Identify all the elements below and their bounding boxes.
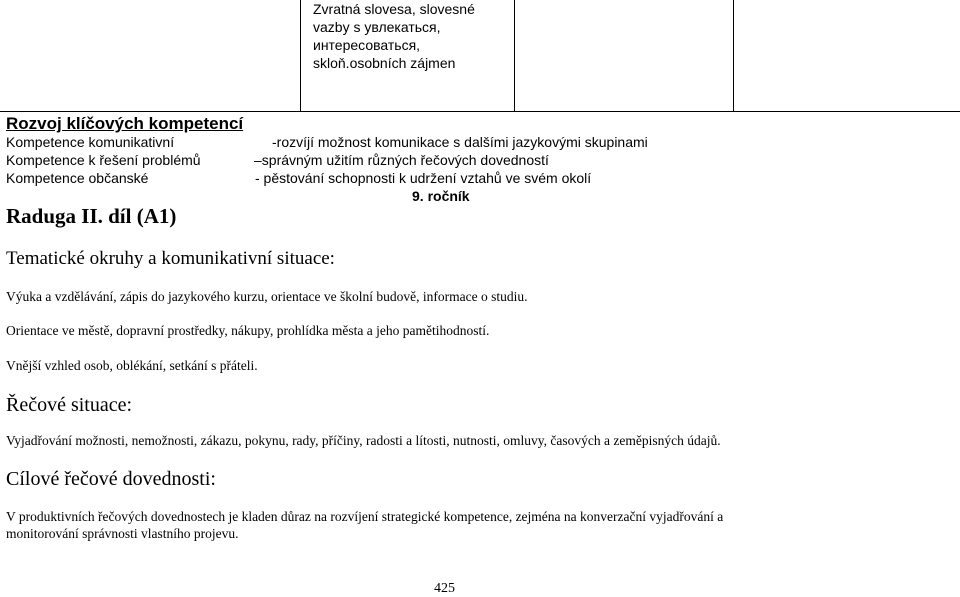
cell-line: vazby s увлекаться, (313, 19, 441, 35)
topics-heading: Tematické okruhy a komunikativní situace: (6, 248, 335, 269)
cell-line: skloň.osobních zájmen (313, 55, 456, 71)
competence-name: Kompetence k řešení problémů (6, 152, 201, 168)
competence-desc: - pěstování schopnosti k udržení vztahů ve svém okolí (255, 170, 592, 186)
cell-line: Zvratná slovesa, slovesné (313, 1, 475, 17)
skills-line: monitorování správnosti vlastního projevu. (6, 526, 239, 541)
competence-name: Kompetence komunikativní (6, 134, 175, 150)
competence-name: Kompetence občanské (6, 170, 149, 186)
table-cell-2 (301, 0, 515, 112)
topic-line: Vnější vzhled osob, oblékání, setkání s přáteli. (6, 358, 258, 373)
grade-label: 9. ročník (412, 188, 470, 204)
skills-line: V produktivních řečových dovednostech je kladen důraz na rozvíjení strategické kompetence, zejména na konverzační vyjadřování a (6, 509, 724, 524)
speech-text: Vyjadřování možnosti, nemožnosti, zákazu, pokynu, rady, příčiny, radosti a lítosti, nutnosti, omluvy, časových a zeměpisných údajů. (6, 433, 721, 448)
page-number: 425 (434, 581, 455, 596)
topic-line: Orientace ve městě, dopravní prostředky, nákupy, prohlídka města a jeho pamětihodností. (6, 323, 490, 338)
competence-desc: -rozvíjí možnost komunikace s dalšími jazykovými skupinami (272, 134, 648, 150)
table-cell-3 (515, 0, 734, 112)
competence-desc: –správným užitím různých řečových dovedností (254, 152, 549, 168)
table-cell-text (313, 0, 503, 72)
topic-line: Výuka a vzdělávání, zápis do jazykového kurzu, orientace ve školní budově, informace o studiu. (6, 289, 528, 304)
skills-heading: Cílové řečové dovednosti: (6, 468, 216, 490)
top-table (0, 0, 960, 114)
competences-heading: Rozvoj klíčových kompetencí (6, 114, 244, 133)
table-cell-1 (0, 0, 301, 112)
table-cell-4 (734, 0, 960, 112)
cell-line: интересоваться, (313, 37, 421, 53)
speech-heading: Řečové situace: (6, 394, 133, 416)
course-title: Raduga II. díl (A1) (6, 204, 177, 228)
